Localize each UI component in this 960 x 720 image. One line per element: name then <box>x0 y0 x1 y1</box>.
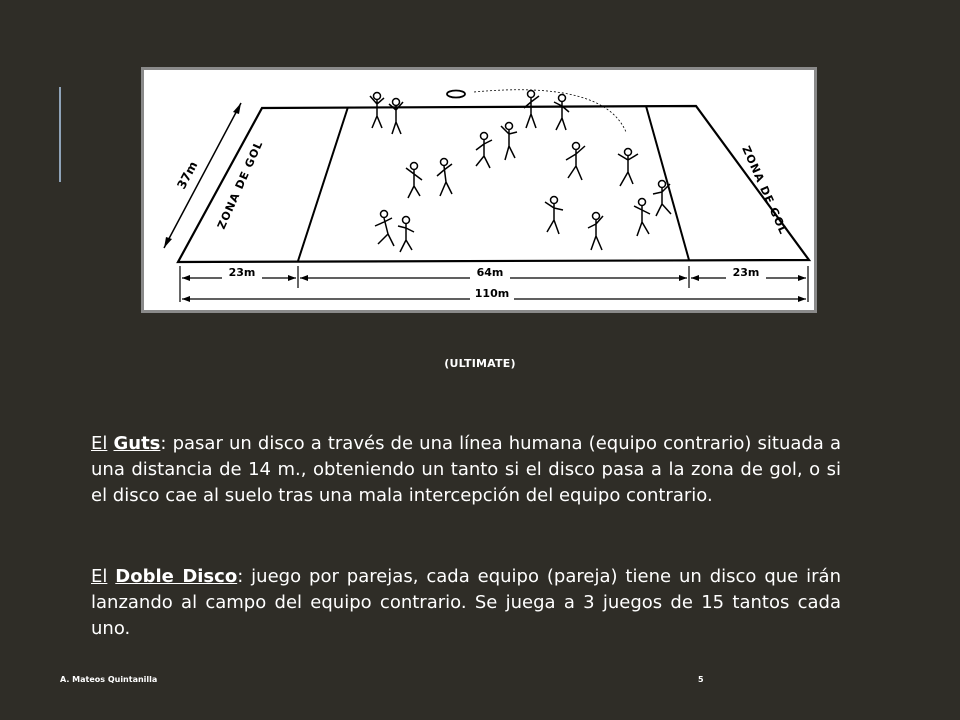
player-icon <box>653 181 671 217</box>
doble-disco-text: juego por parejas, cada equipo (pareja) tiene un disco que irán lanzando al campo del equipo contrario. Se juega a 3 juegos de 15 tantos cada uno. <box>91 566 841 639</box>
ultimate-field-figure <box>141 67 817 313</box>
dim-field-label: 64m <box>476 266 504 279</box>
player-icon <box>389 99 403 135</box>
player-icon <box>524 91 539 129</box>
zone-left-label: ZONA DE GOL <box>214 138 266 232</box>
guts-text: pasar un disco a través de una línea humana (equipo contrario) situada a una distancia de 14 m., obteniendo un tanto si el disco pasa a la zona de gol, o si el disco cae al suelo tras una mala intercepción del equipo contrario. <box>91 433 841 506</box>
player-icon <box>375 211 394 247</box>
goal-line-left <box>298 107 348 261</box>
disc-trajectory <box>474 90 626 132</box>
guts-term: Guts <box>113 433 161 454</box>
player-icon <box>634 199 650 237</box>
disc-icon <box>447 91 465 98</box>
player-icon <box>476 133 492 169</box>
dim-width-label: 37m <box>174 159 201 192</box>
doble-disco-term: Doble Disco <box>115 566 238 587</box>
player-icon <box>588 213 603 251</box>
guts-paragraph <box>91 431 841 509</box>
footer-page-number: 5 <box>698 675 704 684</box>
figure-caption: (ULTIMATE) <box>444 357 516 370</box>
accent-line <box>59 87 61 182</box>
dim-zone-right-label: 23m <box>732 266 760 279</box>
zone-right-label: ZONA DE GOL <box>739 143 791 237</box>
player-icon <box>501 123 517 161</box>
field-diagram <box>144 70 814 310</box>
players-group <box>370 91 671 253</box>
doble-disco-prefix: El <box>91 566 108 587</box>
field-outline <box>178 106 809 262</box>
width-dimension-line <box>164 103 241 248</box>
goal-line-right <box>646 106 689 260</box>
player-icon <box>398 217 414 253</box>
player-icon <box>554 95 569 131</box>
footer-author: A. Mateos Quintanilla <box>60 675 158 684</box>
player-icon <box>437 159 452 197</box>
player-icon <box>566 143 585 181</box>
player-icon <box>370 93 384 129</box>
player-icon <box>618 149 638 187</box>
dim-zone-left-label: 23m <box>228 266 256 279</box>
guts-prefix: El <box>91 433 108 454</box>
player-icon <box>406 163 422 199</box>
player-icon <box>545 197 563 235</box>
guts-colon: : <box>160 433 167 454</box>
doble-disco-paragraph <box>91 564 841 642</box>
doble-disco-colon: : <box>237 566 244 587</box>
dim-total-label: 110m <box>474 287 510 300</box>
